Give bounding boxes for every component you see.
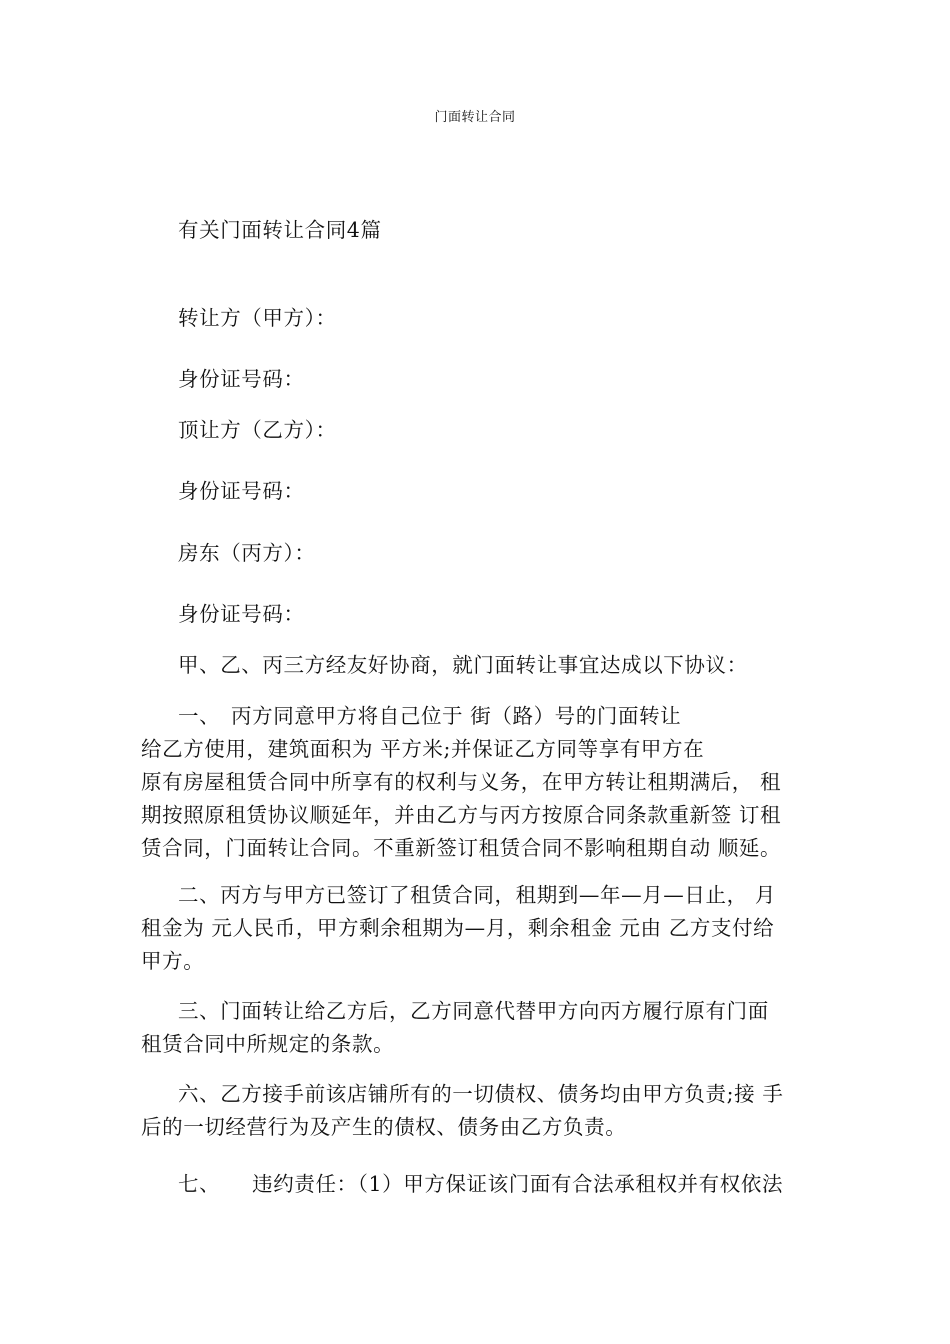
transferee-id-field: 身份证号码： — [178, 479, 305, 503]
clause-3-line-1: 三、门面转让给乙方后，乙方同意代替甲方向丙方履行原有门面 — [178, 999, 769, 1023]
clause-1-line-1: 一、 丙方同意甲方将自己位于 街（路）号的门面转让 — [178, 704, 682, 728]
clause-2-line-3: 甲方。 — [141, 949, 205, 973]
clause-3-line-2: 租赁合同中所规定的条款。 — [141, 1032, 395, 1056]
running-header: 门面转让合同 — [434, 110, 516, 125]
clause-1-line-3: 原有房屋租赁合同中所享有的权利与义务，在甲方转让租期满后， 租 — [141, 770, 782, 794]
landlord-id-field: 身份证号码： — [178, 602, 305, 626]
clause-2-line-1: 二、丙方与甲方已签订了租赁合同，租期到—年—月—日止， 月 — [178, 883, 776, 907]
clause-6-line-1: 六、乙方接手前该店铺所有的一切债权、债务均由甲方负责;接 手 — [178, 1082, 784, 1106]
clause-2-line-2: 租金为 元人民币，甲方剩余租期为—月，剩余租金 元由 乙方支付给 — [141, 916, 775, 940]
transferor-id-field: 身份证号码： — [178, 367, 305, 391]
clause-1-line-2: 给乙方使用，建筑面积为 平方米;并保证乙方同等享有甲方在 — [141, 737, 705, 761]
transferee-field: 顶让方（乙方）： — [178, 418, 337, 442]
clause-1-line-5: 赁合同，门面转让合同。不重新签订租赁合同不影响租期自动 顺延。 — [141, 836, 782, 860]
clause-1-line-4: 期按照原租赁协议顺延年，并由乙方与丙方按原合同条款重新签 订租 — [141, 803, 782, 827]
intro-paragraph: 甲、乙、丙三方经友好协商，就门面转让事宜达成以下协议： — [178, 653, 748, 677]
clause-7-line-1: 七、 违约责任：（1）甲方保证该门面有合法承租权并有权依法 — [178, 1172, 784, 1196]
document-title: 有关门面转让合同4篇 — [178, 218, 382, 242]
landlord-field: 房东（丙方）： — [178, 541, 316, 565]
clause-6-line-2: 后的一切经营行为及产生的债权、债务由乙方负责。 — [141, 1115, 627, 1139]
transferor-field: 转让方（甲方）： — [178, 306, 337, 330]
